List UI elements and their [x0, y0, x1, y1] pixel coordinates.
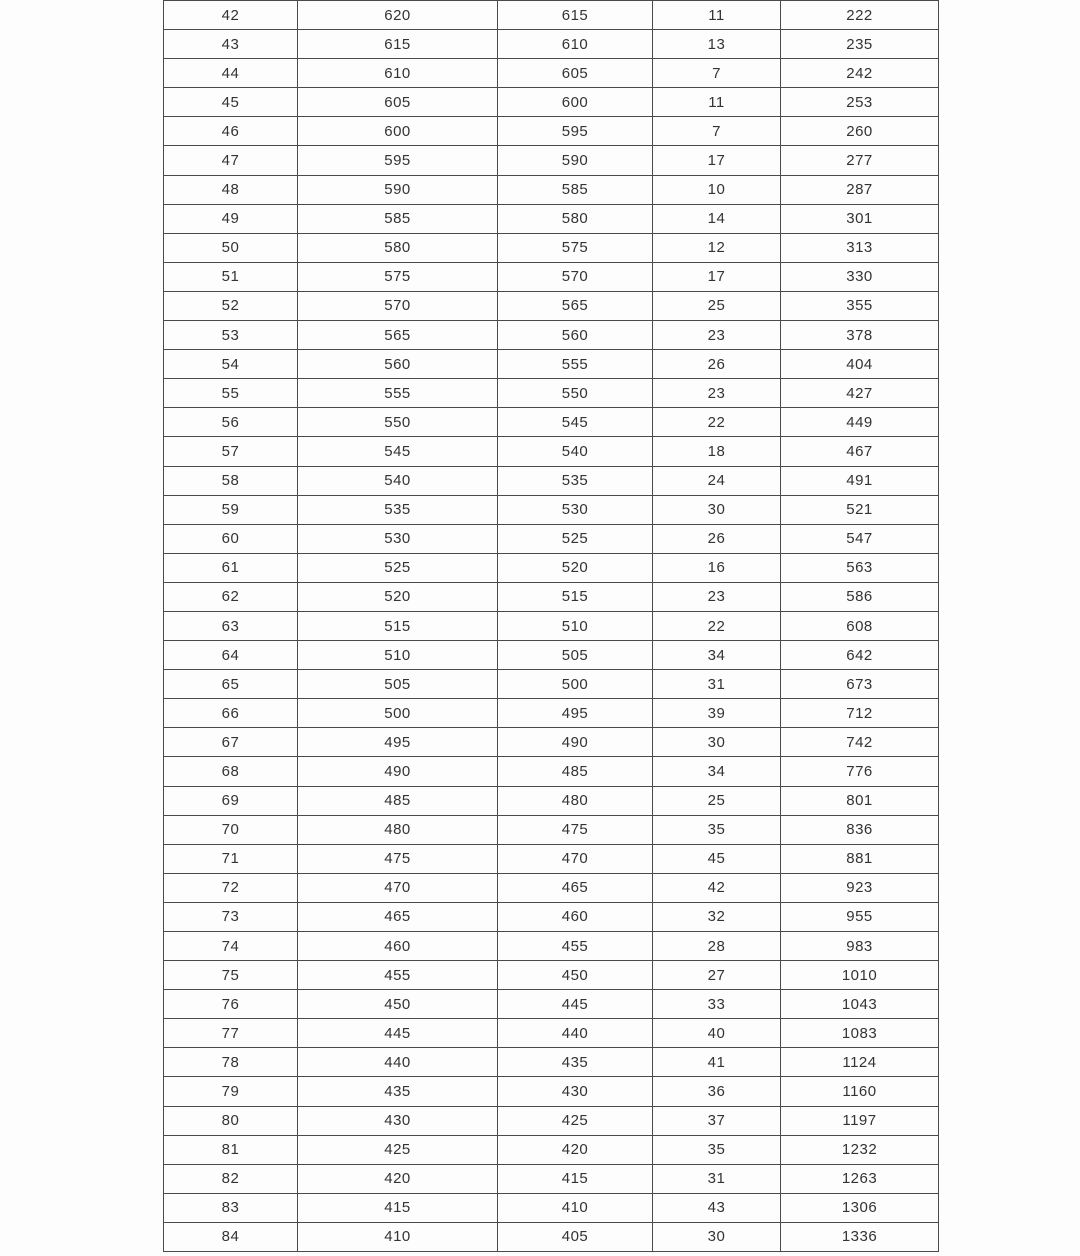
table-cell: 420 — [298, 1164, 498, 1193]
table-cell: 69 — [164, 786, 298, 815]
table-cell: 22 — [653, 408, 781, 437]
table-cell: 575 — [298, 262, 498, 291]
table-cell: 500 — [498, 670, 653, 699]
table-cell: 25 — [653, 291, 781, 320]
table-cell: 480 — [498, 786, 653, 815]
table-row — [164, 291, 939, 320]
table-row — [164, 1164, 939, 1193]
table-cell: 27 — [653, 961, 781, 990]
table-row — [164, 641, 939, 670]
table-row — [164, 990, 939, 1019]
table-row — [164, 175, 939, 204]
table-row — [164, 30, 939, 59]
table-cell: 510 — [498, 611, 653, 640]
table-cell: 580 — [498, 204, 653, 233]
table-cell: 565 — [498, 291, 653, 320]
table-cell: 410 — [298, 1222, 498, 1251]
table-row — [164, 728, 939, 757]
table-row — [164, 553, 939, 582]
table-cell: 10 — [653, 175, 781, 204]
table-cell: 18 — [653, 437, 781, 466]
table-cell: 430 — [298, 1106, 498, 1135]
table-row — [164, 611, 939, 640]
table-cell: 415 — [298, 1193, 498, 1222]
table-row — [164, 1019, 939, 1048]
table-cell: 39 — [653, 699, 781, 728]
table-cell: 33 — [653, 990, 781, 1019]
table-cell: 24 — [653, 466, 781, 495]
table-cell: 42 — [164, 1, 298, 30]
table-cell: 81 — [164, 1135, 298, 1164]
table-row — [164, 262, 939, 291]
table-cell: 475 — [298, 844, 498, 873]
table-cell: 530 — [498, 495, 653, 524]
table-cell: 490 — [298, 757, 498, 786]
table-cell: 505 — [298, 670, 498, 699]
table-cell: 65 — [164, 670, 298, 699]
table-row — [164, 233, 939, 262]
table-row — [164, 1222, 939, 1251]
table-cell: 560 — [498, 321, 653, 350]
table-cell: 470 — [298, 873, 498, 902]
table-cell: 45 — [164, 88, 298, 117]
table-cell: 79 — [164, 1077, 298, 1106]
table-cell: 491 — [781, 466, 939, 495]
table-cell: 435 — [298, 1077, 498, 1106]
table-cell: 12 — [653, 233, 781, 262]
table-cell: 53 — [164, 321, 298, 350]
table-cell: 590 — [498, 146, 653, 175]
table-cell: 84 — [164, 1222, 298, 1251]
table-cell: 475 — [498, 815, 653, 844]
table-cell: 445 — [498, 990, 653, 1019]
table-row — [164, 495, 939, 524]
table-row — [164, 59, 939, 88]
table-cell: 521 — [781, 495, 939, 524]
table-cell: 14 — [653, 204, 781, 233]
table-cell: 570 — [498, 262, 653, 291]
table-cell: 590 — [298, 175, 498, 204]
table-cell: 68 — [164, 757, 298, 786]
table-cell: 642 — [781, 641, 939, 670]
score-table-body — [164, 1, 939, 1252]
table-cell: 242 — [781, 59, 939, 88]
table-cell: 55 — [164, 379, 298, 408]
table-cell: 30 — [653, 728, 781, 757]
table-cell: 42 — [653, 873, 781, 902]
table-cell: 378 — [781, 321, 939, 350]
table-cell: 45 — [653, 844, 781, 873]
table-cell: 30 — [653, 495, 781, 524]
table-cell: 330 — [781, 262, 939, 291]
score-table — [163, 0, 939, 1252]
table-cell: 547 — [781, 524, 939, 553]
table-cell: 673 — [781, 670, 939, 699]
table-cell: 7 — [653, 59, 781, 88]
table-cell: 67 — [164, 728, 298, 757]
table-cell: 25 — [653, 786, 781, 815]
table-row — [164, 117, 939, 146]
table-cell: 35 — [653, 815, 781, 844]
table-cell: 287 — [781, 175, 939, 204]
table-cell: 515 — [498, 582, 653, 611]
table-row — [164, 321, 939, 350]
table-cell: 520 — [498, 553, 653, 582]
table-cell: 13 — [653, 30, 781, 59]
table-cell: 7 — [653, 117, 781, 146]
table-cell: 535 — [498, 466, 653, 495]
table-cell: 405 — [498, 1222, 653, 1251]
table-cell: 430 — [498, 1077, 653, 1106]
table-cell: 70 — [164, 815, 298, 844]
table-cell: 608 — [781, 611, 939, 640]
table-cell: 30 — [653, 1222, 781, 1251]
table-cell: 427 — [781, 379, 939, 408]
table-cell: 23 — [653, 582, 781, 611]
table-cell: 404 — [781, 350, 939, 379]
table-cell: 955 — [781, 902, 939, 931]
table-cell: 80 — [164, 1106, 298, 1135]
table-row — [164, 204, 939, 233]
table-row — [164, 1048, 939, 1077]
table-cell: 620 — [298, 1, 498, 30]
table-cell: 440 — [298, 1048, 498, 1077]
table-row — [164, 932, 939, 961]
table-cell: 1043 — [781, 990, 939, 1019]
table-cell: 615 — [498, 1, 653, 30]
table-cell: 550 — [498, 379, 653, 408]
table-cell: 23 — [653, 379, 781, 408]
table-cell: 313 — [781, 233, 939, 262]
table-cell: 16 — [653, 553, 781, 582]
table-cell: 470 — [498, 844, 653, 873]
table-cell: 615 — [298, 30, 498, 59]
table-cell: 1197 — [781, 1106, 939, 1135]
table-cell: 253 — [781, 88, 939, 117]
table-cell: 540 — [298, 466, 498, 495]
table-cell: 801 — [781, 786, 939, 815]
table-row — [164, 844, 939, 873]
table-cell: 26 — [653, 524, 781, 553]
table-cell: 11 — [653, 1, 781, 30]
table-cell: 63 — [164, 611, 298, 640]
table-cell: 222 — [781, 1, 939, 30]
table-cell: 78 — [164, 1048, 298, 1077]
table-row — [164, 1106, 939, 1135]
table-row — [164, 88, 939, 117]
table-cell: 500 — [298, 699, 498, 728]
table-cell: 71 — [164, 844, 298, 873]
table-row — [164, 961, 939, 990]
table-cell: 31 — [653, 1164, 781, 1193]
table-cell: 776 — [781, 757, 939, 786]
table-cell: 495 — [298, 728, 498, 757]
table-cell: 410 — [498, 1193, 653, 1222]
table-cell: 923 — [781, 873, 939, 902]
table-cell: 425 — [298, 1135, 498, 1164]
table-cell: 485 — [298, 786, 498, 815]
table-cell: 48 — [164, 175, 298, 204]
table-cell: 490 — [498, 728, 653, 757]
table-cell: 480 — [298, 815, 498, 844]
table-cell: 460 — [498, 902, 653, 931]
table-row — [164, 1, 939, 30]
table-cell: 983 — [781, 932, 939, 961]
table-row — [164, 524, 939, 553]
table-cell: 535 — [298, 495, 498, 524]
table-row — [164, 466, 939, 495]
table-cell: 61 — [164, 553, 298, 582]
table-cell: 510 — [298, 641, 498, 670]
table-cell: 64 — [164, 641, 298, 670]
table-cell: 77 — [164, 1019, 298, 1048]
table-cell: 605 — [498, 59, 653, 88]
table-row — [164, 757, 939, 786]
table-cell: 23 — [653, 321, 781, 350]
table-cell: 555 — [298, 379, 498, 408]
table-cell: 415 — [498, 1164, 653, 1193]
table-cell: 62 — [164, 582, 298, 611]
table-cell: 355 — [781, 291, 939, 320]
table-cell: 1306 — [781, 1193, 939, 1222]
table-cell: 520 — [298, 582, 498, 611]
table-cell: 36 — [653, 1077, 781, 1106]
table-cell: 83 — [164, 1193, 298, 1222]
table-cell: 57 — [164, 437, 298, 466]
table-cell: 550 — [298, 408, 498, 437]
table-cell: 586 — [781, 582, 939, 611]
table-cell: 570 — [298, 291, 498, 320]
table-row — [164, 350, 939, 379]
table-row — [164, 379, 939, 408]
table-row — [164, 902, 939, 931]
table-row — [164, 815, 939, 844]
table-row — [164, 437, 939, 466]
table-cell: 555 — [498, 350, 653, 379]
table-cell: 449 — [781, 408, 939, 437]
table-row — [164, 146, 939, 175]
table-cell: 836 — [781, 815, 939, 844]
table-cell: 1232 — [781, 1135, 939, 1164]
table-cell: 595 — [498, 117, 653, 146]
table-cell: 530 — [298, 524, 498, 553]
table-cell: 610 — [498, 30, 653, 59]
table-cell: 58 — [164, 466, 298, 495]
table-cell: 545 — [498, 408, 653, 437]
table-cell: 51 — [164, 262, 298, 291]
table-cell: 34 — [653, 641, 781, 670]
table-cell: 41 — [653, 1048, 781, 1077]
table-row — [164, 408, 939, 437]
table-cell: 54 — [164, 350, 298, 379]
table-cell: 35 — [653, 1135, 781, 1164]
table-cell: 580 — [298, 233, 498, 262]
table-cell: 44 — [164, 59, 298, 88]
table-cell: 76 — [164, 990, 298, 1019]
table-cell: 47 — [164, 146, 298, 175]
table-cell: 301 — [781, 204, 939, 233]
table-cell: 1124 — [781, 1048, 939, 1077]
table-cell: 881 — [781, 844, 939, 873]
table-cell: 11 — [653, 88, 781, 117]
table-cell: 440 — [498, 1019, 653, 1048]
table-cell: 74 — [164, 932, 298, 961]
table-cell: 43 — [164, 30, 298, 59]
table-cell: 563 — [781, 553, 939, 582]
table-cell: 465 — [298, 902, 498, 931]
table-cell: 22 — [653, 611, 781, 640]
table-cell: 43 — [653, 1193, 781, 1222]
table-cell: 605 — [298, 88, 498, 117]
table-cell: 420 — [498, 1135, 653, 1164]
table-cell: 17 — [653, 146, 781, 175]
table-cell: 26 — [653, 350, 781, 379]
table-cell: 595 — [298, 146, 498, 175]
table-cell: 40 — [653, 1019, 781, 1048]
table-cell: 34 — [653, 757, 781, 786]
table-cell: 1263 — [781, 1164, 939, 1193]
table-cell: 49 — [164, 204, 298, 233]
table-cell: 585 — [498, 175, 653, 204]
table-row — [164, 873, 939, 902]
table-cell: 545 — [298, 437, 498, 466]
table-cell: 56 — [164, 408, 298, 437]
table-cell: 17 — [653, 262, 781, 291]
table-cell: 450 — [298, 990, 498, 1019]
table-cell: 260 — [781, 117, 939, 146]
table-cell: 32 — [653, 902, 781, 931]
table-cell: 50 — [164, 233, 298, 262]
table-cell: 66 — [164, 699, 298, 728]
table-cell: 565 — [298, 321, 498, 350]
table-cell: 60 — [164, 524, 298, 553]
table-cell: 600 — [298, 117, 498, 146]
table-cell: 59 — [164, 495, 298, 524]
table-cell: 465 — [498, 873, 653, 902]
table-cell: 1160 — [781, 1077, 939, 1106]
table-cell: 712 — [781, 699, 939, 728]
table-cell: 235 — [781, 30, 939, 59]
table-cell: 52 — [164, 291, 298, 320]
table-cell: 505 — [498, 641, 653, 670]
table-cell: 460 — [298, 932, 498, 961]
table-cell: 1336 — [781, 1222, 939, 1251]
table-cell: 575 — [498, 233, 653, 262]
table-cell: 82 — [164, 1164, 298, 1193]
table-cell: 425 — [498, 1106, 653, 1135]
table-cell: 485 — [498, 757, 653, 786]
table-row — [164, 786, 939, 815]
table-cell: 31 — [653, 670, 781, 699]
table-cell: 525 — [298, 553, 498, 582]
table-row — [164, 699, 939, 728]
table-cell: 455 — [298, 961, 498, 990]
table-row — [164, 1193, 939, 1222]
table-cell: 515 — [298, 611, 498, 640]
table-cell: 540 — [498, 437, 653, 466]
table-row — [164, 1135, 939, 1164]
table-cell: 46 — [164, 117, 298, 146]
table-cell: 1010 — [781, 961, 939, 990]
table-cell: 742 — [781, 728, 939, 757]
table-cell: 277 — [781, 146, 939, 175]
table-row — [164, 1077, 939, 1106]
table-cell: 600 — [498, 88, 653, 117]
table-cell: 1083 — [781, 1019, 939, 1048]
table-cell: 445 — [298, 1019, 498, 1048]
table-cell: 73 — [164, 902, 298, 931]
table-cell: 560 — [298, 350, 498, 379]
table-row — [164, 582, 939, 611]
table-cell: 75 — [164, 961, 298, 990]
table-row — [164, 670, 939, 699]
table-cell: 610 — [298, 59, 498, 88]
table-cell: 37 — [653, 1106, 781, 1135]
table-cell: 450 — [498, 961, 653, 990]
table-cell: 585 — [298, 204, 498, 233]
table-cell: 495 — [498, 699, 653, 728]
table-cell: 525 — [498, 524, 653, 553]
table-cell: 28 — [653, 932, 781, 961]
table-cell: 72 — [164, 873, 298, 902]
table-cell: 467 — [781, 437, 939, 466]
table-cell: 435 — [498, 1048, 653, 1077]
table-cell: 455 — [498, 932, 653, 961]
